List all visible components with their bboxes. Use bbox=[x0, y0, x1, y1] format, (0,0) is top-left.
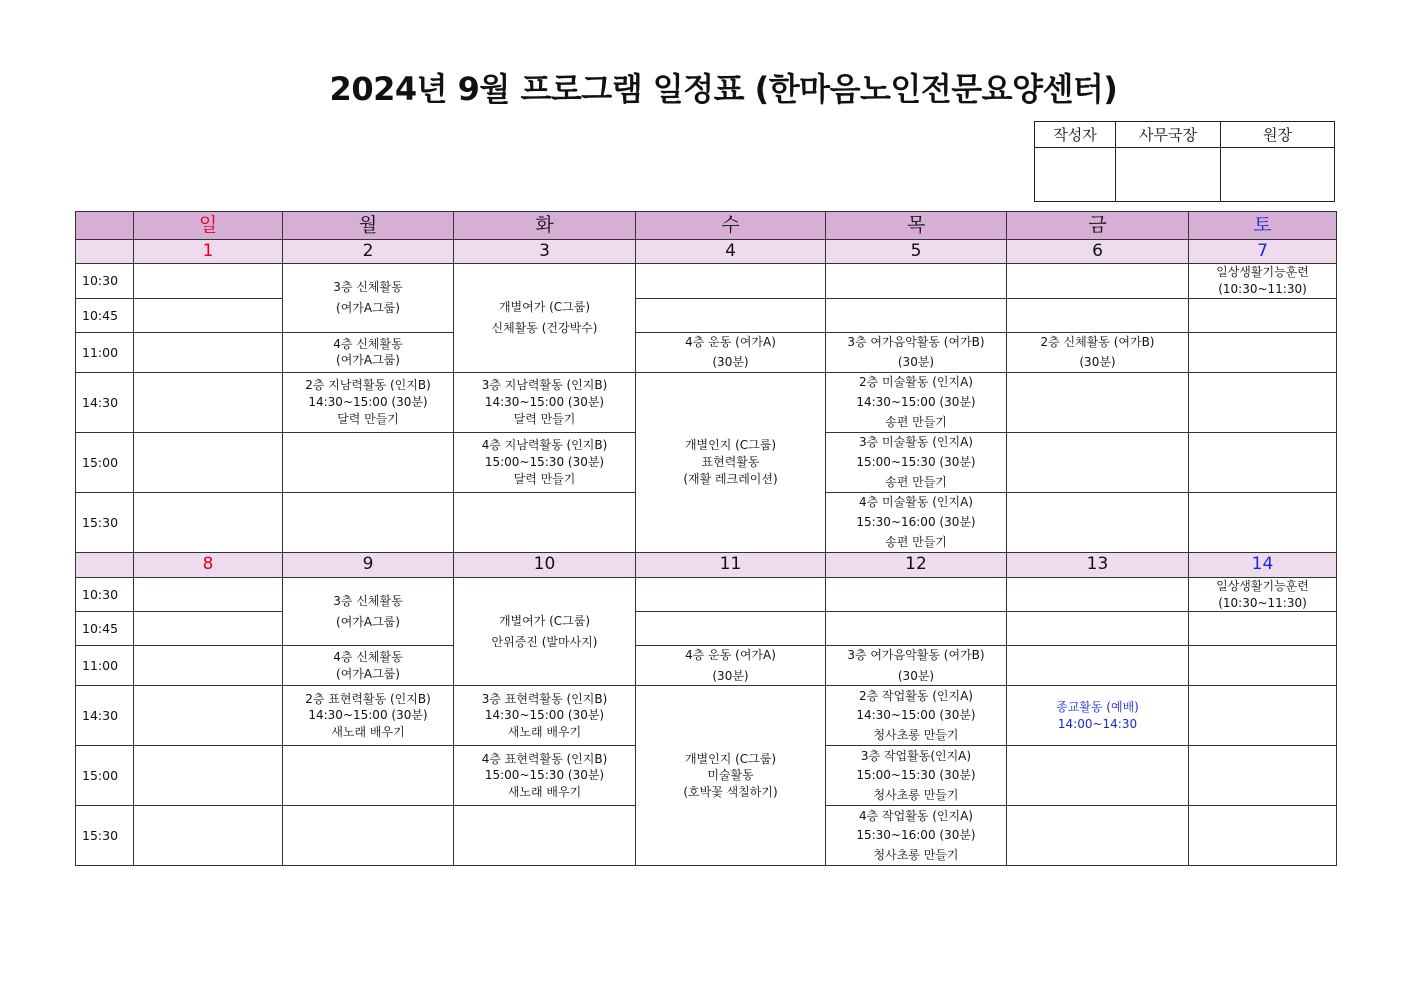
event-cell: 4층 표현력활동 (인지B) 15:00~15:30 (30분) 새노래 배우기 bbox=[454, 746, 636, 806]
day-fri: 금 bbox=[1007, 212, 1189, 240]
day-sat: 토 bbox=[1189, 212, 1337, 240]
event-cell: 3층 신체활동 (여가A그룹) bbox=[283, 264, 454, 333]
approval-manager-sign bbox=[1116, 148, 1221, 202]
page-title: 2024년 9월 프로그램 일정표 (한마음노인전문요양센터) bbox=[329, 70, 1118, 108]
time-label: 15:30 bbox=[76, 806, 134, 866]
time-label: 11:00 bbox=[76, 332, 134, 372]
event-cell: 종교활동 (예배) 14:00~14:30 bbox=[1007, 686, 1189, 746]
event-cell: 4층 지남력활동 (인지B) 15:00~15:30 (30분) 달력 만들기 bbox=[454, 432, 636, 492]
week1-row-1100 bbox=[76, 332, 1337, 372]
time-label: 14:30 bbox=[76, 686, 134, 746]
event-cell: 개별여가 (C그룹) 안위증진 (발마사지) bbox=[454, 577, 636, 686]
day-wed: 수 bbox=[636, 212, 826, 240]
schedule-table bbox=[75, 211, 1337, 866]
week2-row-1430 bbox=[76, 686, 1337, 746]
date-cell: 14 bbox=[1189, 552, 1337, 577]
approval-director-label: 원장 bbox=[1221, 122, 1335, 148]
day-mon: 월 bbox=[283, 212, 454, 240]
time-label: 14:30 bbox=[76, 372, 134, 432]
week2-row-1030 bbox=[76, 577, 1337, 612]
event-cell: 3층 지남력활동 (인지B) 14:30~15:00 (30분) 달력 만들기 bbox=[454, 372, 636, 432]
event-cell: 4층 운동 (여가A) (30분) bbox=[636, 332, 826, 372]
day-tue: 화 bbox=[454, 212, 636, 240]
time-label: 10:45 bbox=[76, 612, 134, 646]
date-cell: 7 bbox=[1189, 239, 1337, 264]
event-cell: 2층 작업활동 (인지A) 14:30~15:00 (30분) 청사초롱 만들기 bbox=[826, 686, 1007, 746]
time-label: 11:00 bbox=[76, 646, 134, 686]
week1-date-row bbox=[76, 239, 1337, 264]
weekday-header-row bbox=[76, 212, 1337, 240]
date-cell: 6 bbox=[1007, 239, 1189, 264]
approval-writer-label: 작성자 bbox=[1035, 122, 1116, 148]
event-cell: 4층 작업활동 (인지A) 15:30~16:00 (30분) 청사초롱 만들기 bbox=[826, 806, 1007, 866]
day-sun: 일 bbox=[134, 212, 283, 240]
week1-row-1045 bbox=[76, 298, 1337, 332]
event-cell: 2층 표현력활동 (인지B) 14:30~15:00 (30분) 새노래 배우기 bbox=[283, 686, 454, 746]
date-cell: 8 bbox=[134, 552, 283, 577]
event-cell: 4층 신체활동 (여가A그룹) bbox=[283, 332, 454, 372]
date-cell: 5 bbox=[826, 239, 1007, 264]
event-cell: 3층 여가음악활동 (여가B) (30분) bbox=[826, 646, 1007, 686]
date-cell: 3 bbox=[454, 239, 636, 264]
date-cell: 9 bbox=[283, 552, 454, 577]
time-label: 15:00 bbox=[76, 746, 134, 806]
event-cell: 3층 신체활동 (여가A그룹) bbox=[283, 577, 454, 646]
date-cell: 2 bbox=[283, 239, 454, 264]
week2-row-1100 bbox=[76, 646, 1337, 686]
approval-director-sign bbox=[1221, 148, 1335, 202]
event-cell: 일상생활기능훈련 (10:30~11:30) bbox=[1189, 264, 1337, 299]
approval-manager-label: 사무국장 bbox=[1116, 122, 1221, 148]
week1-row-1030 bbox=[76, 264, 1337, 299]
event-cell: 3층 표현력활동 (인지B) 14:30~15:00 (30분) 새노래 배우기 bbox=[454, 686, 636, 746]
event-cell: 개별인지 (C그룹) 미술활동 (호박꽃 색칠하기) bbox=[636, 686, 826, 866]
event-cell: 2층 미술활동 (인지A) 14:30~15:00 (30분) 송편 만들기 bbox=[826, 372, 1007, 432]
approval-box bbox=[1034, 121, 1335, 202]
date-cell: 4 bbox=[636, 239, 826, 264]
date-cell: 13 bbox=[1007, 552, 1189, 577]
corner-cell bbox=[76, 212, 134, 240]
event-cell: 4층 운동 (여가A) (30분) bbox=[636, 646, 826, 686]
day-thu: 목 bbox=[826, 212, 1007, 240]
week2-date-row bbox=[76, 552, 1337, 577]
approval-writer-sign bbox=[1035, 148, 1116, 202]
event-cell: 4층 미술활동 (인지A) 15:30~16:00 (30분) 송편 만들기 bbox=[826, 492, 1007, 552]
event-cell: 2층 신체활동 (여가B) (30분) bbox=[1007, 332, 1189, 372]
week2-row-1045 bbox=[76, 612, 1337, 646]
date-cell: 11 bbox=[636, 552, 826, 577]
date-cell: 1 bbox=[134, 239, 283, 264]
event-cell: 3층 미술활동 (인지A) 15:00~15:30 (30분) 송편 만들기 bbox=[826, 432, 1007, 492]
week1-row-1430 bbox=[76, 372, 1337, 432]
time-label: 10:30 bbox=[76, 577, 134, 612]
event-cell: 2층 지남력활동 (인지B) 14:30~15:00 (30분) 달력 만들기 bbox=[283, 372, 454, 432]
event-cell: 3층 여가음악활동 (여가B) (30분) bbox=[826, 332, 1007, 372]
event-cell: 개별인지 (C그룹) 표현력활동 (재활 레크레이션) bbox=[636, 372, 826, 552]
date-cell: 10 bbox=[454, 552, 636, 577]
time-label: 15:00 bbox=[76, 432, 134, 492]
event-cell: 개별여가 (C그룹) 신체활동 (건강박수) bbox=[454, 264, 636, 373]
time-label: 15:30 bbox=[76, 492, 134, 552]
time-label: 10:45 bbox=[76, 298, 134, 332]
time-label: 10:30 bbox=[76, 264, 134, 299]
event-cell: 4층 신체활동 (여가A그룹) bbox=[283, 646, 454, 686]
date-cell: 12 bbox=[826, 552, 1007, 577]
event-cell: 일상생활기능훈련 (10:30~11:30) bbox=[1189, 577, 1337, 612]
event-cell: 3층 작업활동(인지A) 15:00~15:30 (30분) 청사초롱 만들기 bbox=[826, 746, 1007, 806]
